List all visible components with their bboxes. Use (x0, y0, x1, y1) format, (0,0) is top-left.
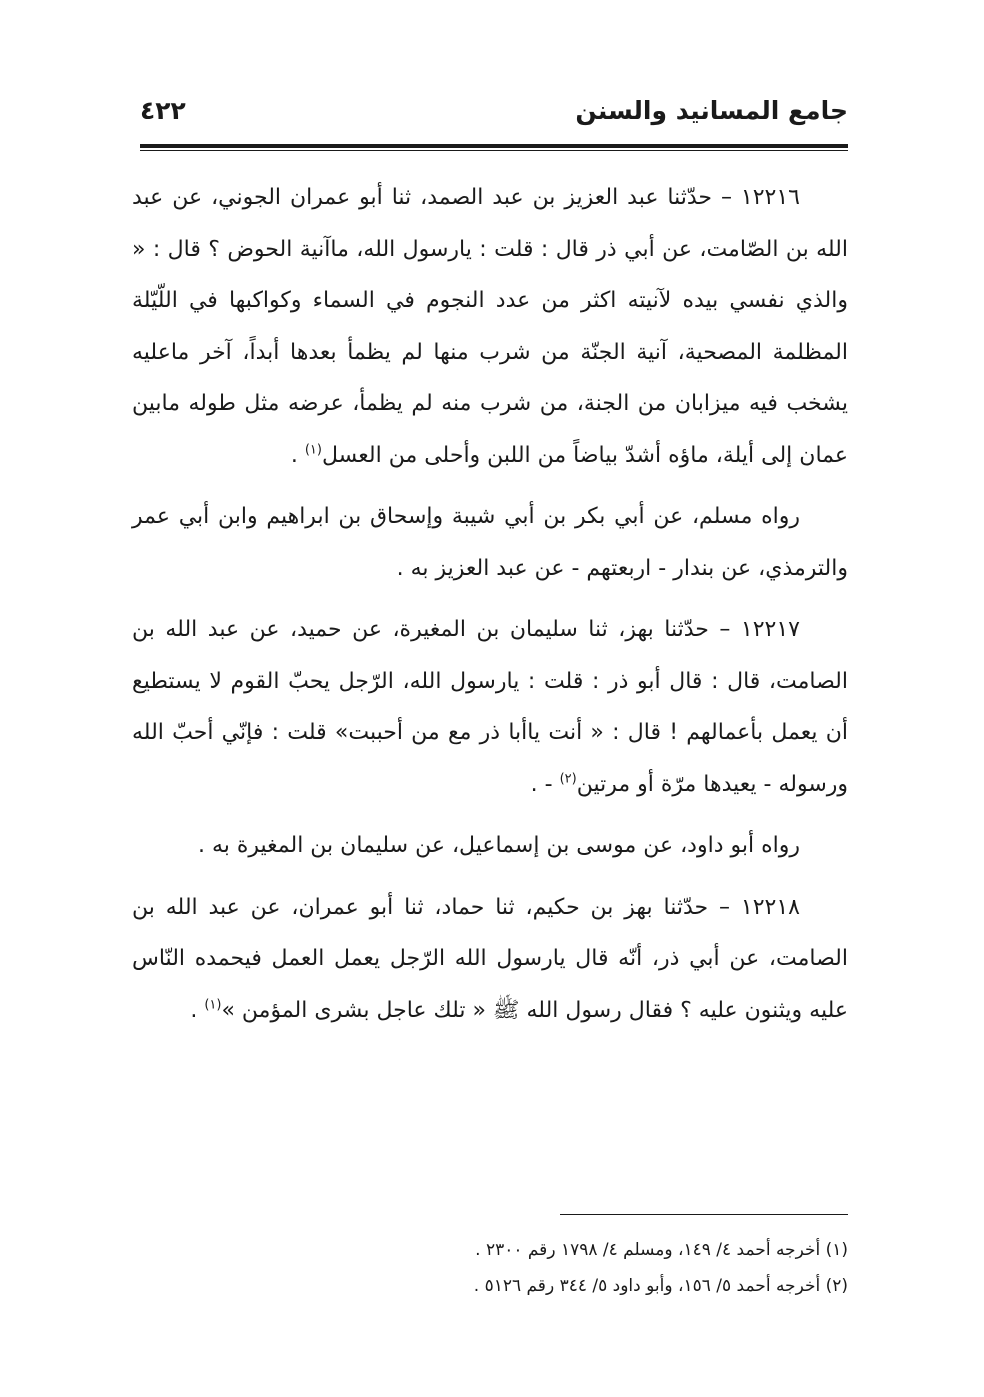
footnote-1: (١) أخرجه أحمد ٤/ ١٤٩، ومسلم ٤/ ١٧٩٨ رقم ٢٣٠٠ . (475, 1240, 848, 1260)
narration-12217: رواه أبو داود، عن موسى بن إسماعيل، عن سليمان بن المغيرة به . (197, 833, 800, 858)
hadith-number: ١٢٢١٦ (740, 185, 800, 210)
hadith-tail: - . (530, 771, 560, 797)
hadith-number: ١٢٢١٧ (740, 617, 800, 642)
header-rule (140, 144, 848, 148)
hadith-text: – حدّثنا بهز، ثنا سليمان بن المغيرة، عن حميد، عن عبد الله بن الصامت، قال : قال أبو ذر : قلت : يارسول الله، الرّجل يحبّ القوم لا يستطيع أن يعمل بأعمالهم ! قال : « أنت ياأبا ذر مع من أحببت» قلت : فإنّي أحبّ الله ورسوله - يعيدها مرّة أو مرتين (132, 617, 848, 797)
header-rule-thin (140, 150, 848, 151)
hadith-text: – حدّثنا عبد العزيز بن عبد الصمد، ثنا أبو عمران الجوني، عن عبد الله بن الصّامت، عن أبي ذر قال : قلت : يارسول الله، ماآنية الحوض ؟ قال : « والذي نفسي بيده لآنيته اكثر من عدد النجوم في السماء وكواكبها في اللّيّلة المظلمة المصحية، آنية الجنّة من شرب منها لم يظمأ بعدها أبداً، آخر ماعليه يشخب فيه ميزابان من الجنة، من شرب منه لم يظمأ، عرضه مثل طوله مابين عمان إلى أيلة، ماؤه أشدّ بياضاً من اللبن وأحلى من العسل (132, 185, 848, 468)
footnote-ref: (١) (204, 997, 222, 1013)
main-text (132, 172, 848, 1036)
hadith-number: ١٢٢١٨ (740, 894, 800, 920)
narration-12216: رواه مسلم، عن أبي بكر بن أبي شيبة وإسحاق بن ابراهيم وابن أبي عمر والترمذي، عن بندار - اربعتهم - عن عبد العزيز به . (132, 504, 848, 581)
footnote-2: (٢) أخرجه أحمد ٥/ ١٥٦، وأبو داود ٥/ ٣٤٤ رقم ٥١٢٦ . (473, 1276, 848, 1296)
footnotes (140, 1232, 848, 1304)
footnote-ref: (١) (304, 442, 322, 458)
footnote-ref: (٢) (559, 771, 577, 787)
hadith-12216 (132, 172, 848, 481)
hadith-text: – حدّثنا بهز بن حكيم، ثنا حماد، ثنا أبو عمران، عن عبد الله بن الصامت، عن أبي ذر، أنّه قال يارسول الله الرّجل يعمل العمل فيحمده النّاس عليه ويثنون عليه ؟ فقال رسول الله ﷺ « تلك عاجل بشرى المؤمن » (132, 894, 848, 1023)
footnote-separator (560, 1214, 848, 1215)
hadith-12218 (132, 882, 848, 1037)
hadith-tail: . (190, 997, 205, 1023)
hadith-12217 (132, 604, 848, 810)
hadith-tail: . (290, 442, 305, 468)
running-title: جامع المسانيد والسنن (575, 96, 848, 125)
page-number: ٤٢٢ (140, 96, 186, 125)
page-header (140, 96, 848, 140)
